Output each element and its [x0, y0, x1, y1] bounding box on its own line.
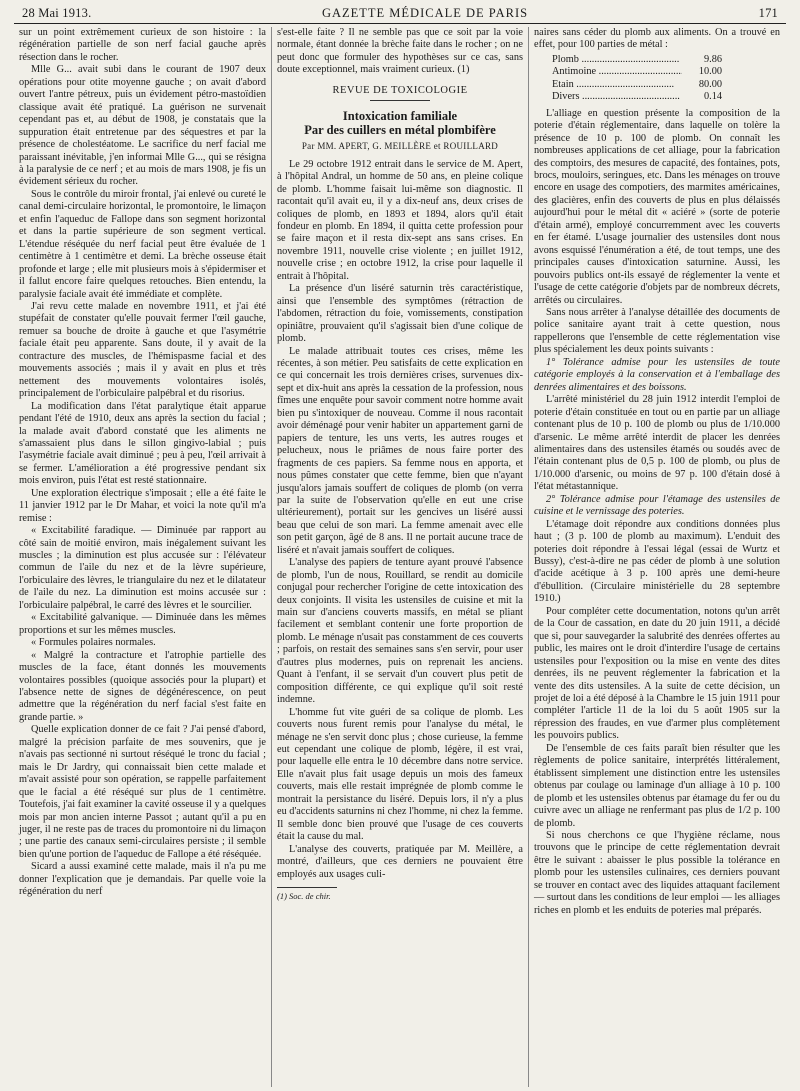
col3-paragraph: 2° Tolérance admise pour l'étamage des ustensiles de cuisine et le vernissage des poteries.: [534, 493, 780, 518]
col1-paragraph: « Malgré la contracture et l'atrophie partielle des muscles de la face, étant donnés les mouvements volontaires possibles (quoique associés pour la plupart) et l'absence nette de signes de dégénérescence, on peut admettre que la régénération du nerf facial s'est faite en grande partie. »: [19, 649, 266, 723]
col2-paragraph: L'analyse des couverts, pratiquée par M. Meillère, a montré, d'ailleurs, que ces derniers ne pouvaient être employés aux usages culi-: [277, 843, 523, 880]
col3-paragraph: Pour compléter cette documentation, notons qu'un arrêt de la Cour de cassation, en date du 20 juin 1911, a décidé que si, pour sauvegarder la salubrité des denrées offertes au public, les maires ont le droit d'interdire l'usage de certains ustensiles pour l'exposition ou la mise en vente des dites denrées, ils ne peuvent réglementer la fabrication et la vente des dits ustensiles. A la suite de cette décision, un projet de loi a été déposé à la Chambre le 15 juin 1911 pour compléter l'article 11 de la loi du 5 août 1905 sur la répression des fraudes, en vue d'armer plus complètement les pouvoirs publics.: [534, 605, 780, 742]
article-title: Intoxication familiale: [342, 109, 458, 124]
metal-name: Divers .....: [552, 91, 682, 103]
col1-paragraph: « Excitabilité galvanique. — Diminuée dans les mêmes proportions et sur les mêmes muscles.: [19, 612, 266, 636]
col2-paragraph: L'analyse des papiers de tenture ayant prouvé l'absence de plomb, l'un de nous, Rouillard, se rendit au domicile conjugal pour rechercher l'origine de cette intoxication des deux conjoints. Il visita les ustensiles de cuisine et mit la main sur d'anciens couverts massifs, en métal se pliant facilement et semblant contenir une forte proportion de plomb. Le ménage n'usait pas constamment de ces couverts ; parfois, on restait des semaines sans s'en servir, pour user d'autres plus modernes, puis on reprenait les anciens. Quant à l'enfant, il se servait d'un couvert plus petit de composition différente, ce qui explique qu'il soit resté indemne.: [277, 557, 523, 706]
footnote: (1) Soc. de chir.: [277, 891, 331, 901]
metal-name: Antimoine .....: [552, 66, 682, 78]
column-3: [528, 27, 785, 1087]
col2-intro: s'est-elle faite ? Il ne semble pas que ce soit par la voie normale, étant donnée la brèche faite dans le rocher ; on ne peut donc que formuler des hypothèses sur ce cas, sans doute exceptionnel, mais vraiment curieux. (1): [277, 27, 523, 76]
col1-paragraph: J'ai revu cette malade en novembre 1911, et j'ai été stupéfait de constater qu'elle pouvait fermer l'œil gauche, remuer sa bouche de droite à gauche et que l'asymétrie faciale était peu apparente. Sans doute, il y avait de la contracture des muscles, de l'hémispasme facial et des mouvements associés ; mais il y avait en plus et très nettement des mouvements volontaires isolés, principalement de l'orbiculaire palpébral et du risorius.: [19, 300, 266, 400]
metal-value: 80.00: [698, 78, 722, 90]
metal-value: 10.00: [698, 66, 722, 78]
metal-table-row: [552, 54, 722, 66]
col3-paragraph: L'arrêté ministériel du 28 juin 1912 interdit l'emploi de poterie d'étain constituée en tout ou en partie par un alliage contenant plus de 10 p. 100 de plomb ou plus de 1/10.000 d'arsenic. Le même arrêté interdit de placer les denrées alimentaires dans des ustensiles étamés ou soudés avec de l'étain contenant plus de 0,5 p. 100 de plomb, ou plus de 1/10.000 d'arsenic, ou moins de 97 p. 100 d'étain dosé à l'état métastannique.: [534, 394, 780, 493]
column-1: [14, 27, 271, 1087]
col3-intro: naires sans céder du plomb aux aliments. On a trouvé en effet, pour 100 parties de métal :: [534, 27, 780, 51]
metal-table-row: [552, 79, 722, 91]
metal-value: 9.86: [703, 53, 722, 65]
column-2: [271, 27, 528, 1087]
col1-paragraph: Quelle explication donner de ce fait ? J'ai pensé d'abord, malgré la précision parfaite de mes souvenirs, que je n'avais pas sectionné ni surtout réséqué le tronc du facial ; mais le Dr Jardry, qui connaissait bien cette malade et m'avait assisté pour son opération, se rappelle parfaitement que le facial a été réséqué sur plus de 1 centimètre. Toutefois, j'ai fait examiner la cavité osseuse il y a quelques mois par mon ancien interne Passot ; autant qu'il a pu en juger, il ne reste pas de traces du promontoire ni du limaçon ; une partie des canaux semi-circulaires persiste ; il semble bien qu'une portion de l'aqueduc de Fallope a été réséquée.: [19, 724, 266, 860]
section-divider: [370, 100, 430, 101]
metal-name: Etain .....: [552, 79, 682, 91]
col1-paragraph: sur un point extrêmement curieux de son histoire : la régénération partielle de son nerf facial gauche après résection dans le rocher.: [19, 27, 266, 63]
col3-paragraph: 1° Tolérance admise pour les ustensiles de toute catégorie employés à la conservation et à l'emballage des denrées alimentaires et des boissons.: [534, 356, 780, 393]
col2-paragraph: L'homme fut vite guéri de sa colique de plomb. Les couverts nous furent remis pour l'analyse du métal, le ménage ne s'en servit donc plus ; chose curieuse, la femme eut cependant une colique de plomb, légère, il est vrai, pour laquelle elle entra le 10 décembre dans notre service. Elle n'avait plus fait usage depuis un mois des fameux couverts, mais elle restait imprégnée de plomb comme le montrait la persistance du liséré. Depuis lors, il n'y a plus eu d'accidents saturnins ni chez l'homme, ni chez la femme. Il semble donc bien prouvé que l'usage de ces couverts était la cause du mal.: [277, 706, 523, 843]
col1-paragraph: La modification dans l'état paralytique était apparue pendant l'été de 1910, deux ans après la section du facial ; la malade avait d'abord constaté que les aliments ne s'amassaient plus dans le sillon gingivo-labial ; puis l'asymétrie faciale avait diminué ; peu à peu, l'œil arrivait à se fermer. L'amélioration a été progressive pendant six mois environ, puis l'état est resté stationnaire.: [19, 400, 266, 487]
col3-paragraph: L'étamage doit répondre aux conditions données plus haut ; (3 p. 100 de plomb au maximum). L'enduit des poteries doit répondre à l'essai légal (essai de Wurtz et Bussy), c'est-à-dire ne pas céder de plomb à une solution d'acide acétique à 3 p. 100 après une demi-heure d'ébullition. (Circulaire ministérielle du 28 septembre 1910.): [534, 518, 780, 605]
article-subtitle: Par des cuillers en métal plombifère: [304, 123, 496, 138]
col1-paragraph: Une exploration électrique s'imposait ; elle a été faite le 11 janvier 1912 par le Dr Mahar, et voici la note qu'il m'a remise :: [19, 487, 266, 524]
metal-composition-table: [552, 54, 722, 104]
header-date: 28 Mai 1913.: [22, 6, 92, 20]
columns: [14, 27, 786, 1087]
col1-paragraph: Mlle G... avait subi dans le courant de 1907 deux opérations pour otite moyenne gauche ; on avait d'abord ouvert l'antre pétreux, puis un évidement pétro-mastoïdien classique avait été pratiqué. La guérison ne survenait cependant pas et, au début de 1908, je constatais que la suppuration était entretenue par des séquestres et par la présence de cholestéatome. Le sacrifice du nerf facial me paraissant inévitable, j'en informai Mlle G..., qui se résigna à la paralysie de ce nerf ; et au mois de mars 1908, je fis un évidement sérieux du rocher.: [19, 64, 266, 188]
col1-paragraph: « Excitabilité faradique. — Diminuée par rapport au côté sain de moitié environ, mais inégalement suivant les muscles ; la diminution est plus accusée sur : l'élévateur commun de l'aile du nez et de la lèvre supérieure, l'orbiculaire des lèvres, le triangulaire du nez et le dilatateur de l'aile du nez. La diminution est moins accusée sur : l'orbiculaire palpébral, le carré des lèvres et le sourcilier.: [19, 525, 266, 611]
col1-paragraph: « Formules polaires normales.: [31, 637, 156, 649]
header-page-number: 171: [758, 6, 778, 20]
metal-table-row: [552, 91, 722, 103]
page-header: [14, 6, 786, 24]
metal-table-row: [552, 66, 722, 78]
col1-paragraph: Sous le contrôle du miroir frontal, j'ai enlevé ou cureté le canal demi-circulaire horizontal, le promontoire, le limaçon et enfin l'aqueduc de Fallope dans son segment horizontal et dans la partie supérieure de son segment vertical. L'étendue réséquée du nerf facial peut être évaluée de 1 centimètre à 1 centimètre et demi. La brèche osseuse était profonde et large ; elle mit plusieurs mois à s'épidermiser et il fallut encore faire quelques retouches. Bien entendu, la paralysie faciale avait été immédiate et complète.: [19, 188, 266, 300]
col2-paragraph: Le 29 octobre 1912 entrait dans le service de M. Apert, à l'hôpital Andral, un homme de 50 ans, en pleine colique de plomb. L'homme faisait lui-même son diagnostic. Il racontait qu'il avait eu, il y a dix-neuf ans, deux crises de coliques de plomb, en 1893 et 1894, alors qu'il était fondeur en plomb. En 1894, il quitta cette profession pour se faire maçon et il resta dix-sept ans sans crises. En novembre 1911, nouvelle crise violente ; en juillet 1912, nouvelle crise ; en octobre 1912, la crise pour laquelle il entrait à l'hôpital.: [277, 158, 523, 282]
col3-paragraph: L'alliage en question présente la composition de la poterie d'étain réglementaire, dans laquelle on tolère la présence de 10 p. 100 de plomb. On connaît les nombreuses applications de cet alliage, pour la fabrication des comptoirs, des mesures de capacité, des fontaines, pots, brocs, mouloirs, seringues, etc. Dans les ménages on trouve encore en usage des compotiers, des marmites américaines, des glacières, enfin des couverts de plus en plus délaissés aujourd'hui pour le métal dit « aciéré » (sorte de poterie d'étain armé), employé concurremment avec les couverts en fer étamé. L'usage journalier des ustensiles dont nous avons esquissé l'énumération a été, de tout temps, une des principales causes d'intoxication saturnine. Aussi, les pouvoirs publics ont-ils essayé de réglementer la vente et l'usage de cette catégorie d'objets par de nombreux décrets, arrêtés ou circulaires.: [534, 107, 780, 306]
section-heading: REVUE DE TOXICOLOGIE: [332, 84, 468, 96]
col3-paragraph: Sans nous arrêter à l'analyse détaillée des documents de police sanitaire ayant trait à cette question, nous rappellerons que l'ensemble de cette réglementation vise plus spécialement les deux points suivants :: [534, 306, 780, 356]
col1-paragraph: Sicard a aussi examiné cette malade, mais il n'a pu me donner l'explication que je demandais. Par quelle voie la régénération du nerf: [19, 861, 266, 898]
header-title: GAZETTE MÉDICALE DE PARIS: [321, 6, 529, 20]
metal-value: 0.14: [703, 91, 722, 103]
metal-name: Plomb .....: [552, 54, 682, 66]
article-authors: Par MM. APERT, G. MEILLÈRE et ROUILLARD: [301, 141, 499, 152]
col3-paragraph: De l'ensemble de ces faits paraît bien résulter que les règlements de police sanitaire, interprétés littéralement, établissent simplement une distinction entre les ustensiles obtenus par coulage ou laminage d'un alliage à 10 p. 100 de plomb et les ustensiles obtenus par étamage du fer ou du cuivre avec un alliage ne renfermant pas plus de 1/2 p. 100 de plomb.: [534, 742, 780, 829]
col2-paragraph: Le malade attribuait toutes ces crises, même les récentes, à son métier. Peu satisfaits de cette explication en ce qui concernait les trois dernières crises, survenues dix-sept et dix-huit ans après la cessation de la profession, nous fîmes une enquête pour savoir comment notre homme avait bien pu s'intoxiquer de nouveau. Comme il nous racontait avoir déménagé pour venir habiter un appartement garni de papiers de tenture, les uns verts, les autres rouges et pelucheux, nous le priâmes de nous faire porter des fragments de ces papiers. Sa femme nous en apporta, et nous pûmes constater que cette femme, bien que n'ayant jusqu'alors jamais souffert de coliques de plomb (on verra par la suite de l'observation qu'elle en eut une crise ultérieurement), portait sur les gencives un liséré aussi beau que celui de son mari. La femme amenait avec elle son petit garçon, âgé de 8 ans. Il ne portait aucune trace de liséré et n'avait jamais souffert de coliques.: [277, 345, 523, 556]
col2-paragraph: La présence d'un liséré saturnin très caractéristique, ainsi que l'ensemble des symptômes (rétraction de l'abdomen, rétraction du foie, vomissements, constipation opiniâtre, prouvaient qu'il s'agissait bien d'une colique de plomb.: [277, 283, 523, 345]
col3-paragraph: Si nous cherchons ce que l'hygiène réclame, nous trouvons que le principe de cette réglementation devrait être le suivant : abaisser le plus possible la tolérance en plomb pour les ustensiles culinaires, ces derniers pouvant se trouver en contact avec des liquides attaquant facilement — surtout dans les conditions de leur emploi — les alliages riches en plomb et les enduits de poteries mal préparés.: [534, 830, 780, 916]
